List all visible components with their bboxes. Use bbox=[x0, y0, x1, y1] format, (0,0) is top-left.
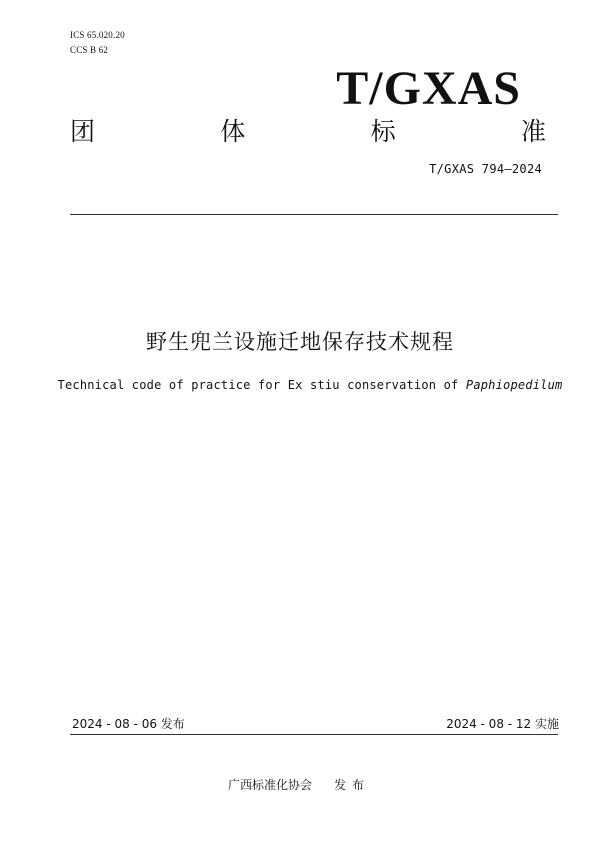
standard-type-heading bbox=[70, 113, 546, 147]
title-chinese: 野生兜兰设施迁地保存技术规程 bbox=[146, 330, 454, 354]
standard-code-mark: T/GXAS bbox=[336, 62, 521, 115]
publisher-line bbox=[228, 776, 370, 793]
title-english-text: Technical code of practice for Ex stiu conservation of bbox=[57, 378, 466, 392]
standard-type-char: 体 bbox=[220, 117, 246, 146]
title-english-latin-name: Paphiopedilum bbox=[465, 378, 563, 392]
standard-number: T/GXAS 794—2024 bbox=[429, 162, 542, 176]
standard-type-char: 标 bbox=[370, 117, 396, 146]
ccs-code: CCS B 62 bbox=[70, 45, 109, 55]
bottom-divider bbox=[70, 734, 558, 735]
implementation-date: 2024 - 08 - 12 实施 bbox=[446, 717, 559, 731]
standard-type-char: 团 bbox=[70, 117, 96, 146]
publisher-name: 广西标准化协会 bbox=[228, 778, 313, 792]
publisher-label: 发布 bbox=[334, 778, 371, 792]
ics-code: ICS 65.020.20 bbox=[70, 30, 125, 40]
title-english bbox=[0, 378, 600, 392]
issue-date: 2024 - 08 - 06 发布 bbox=[72, 717, 185, 731]
standard-type-char: 准 bbox=[520, 117, 546, 146]
top-divider bbox=[70, 214, 558, 215]
